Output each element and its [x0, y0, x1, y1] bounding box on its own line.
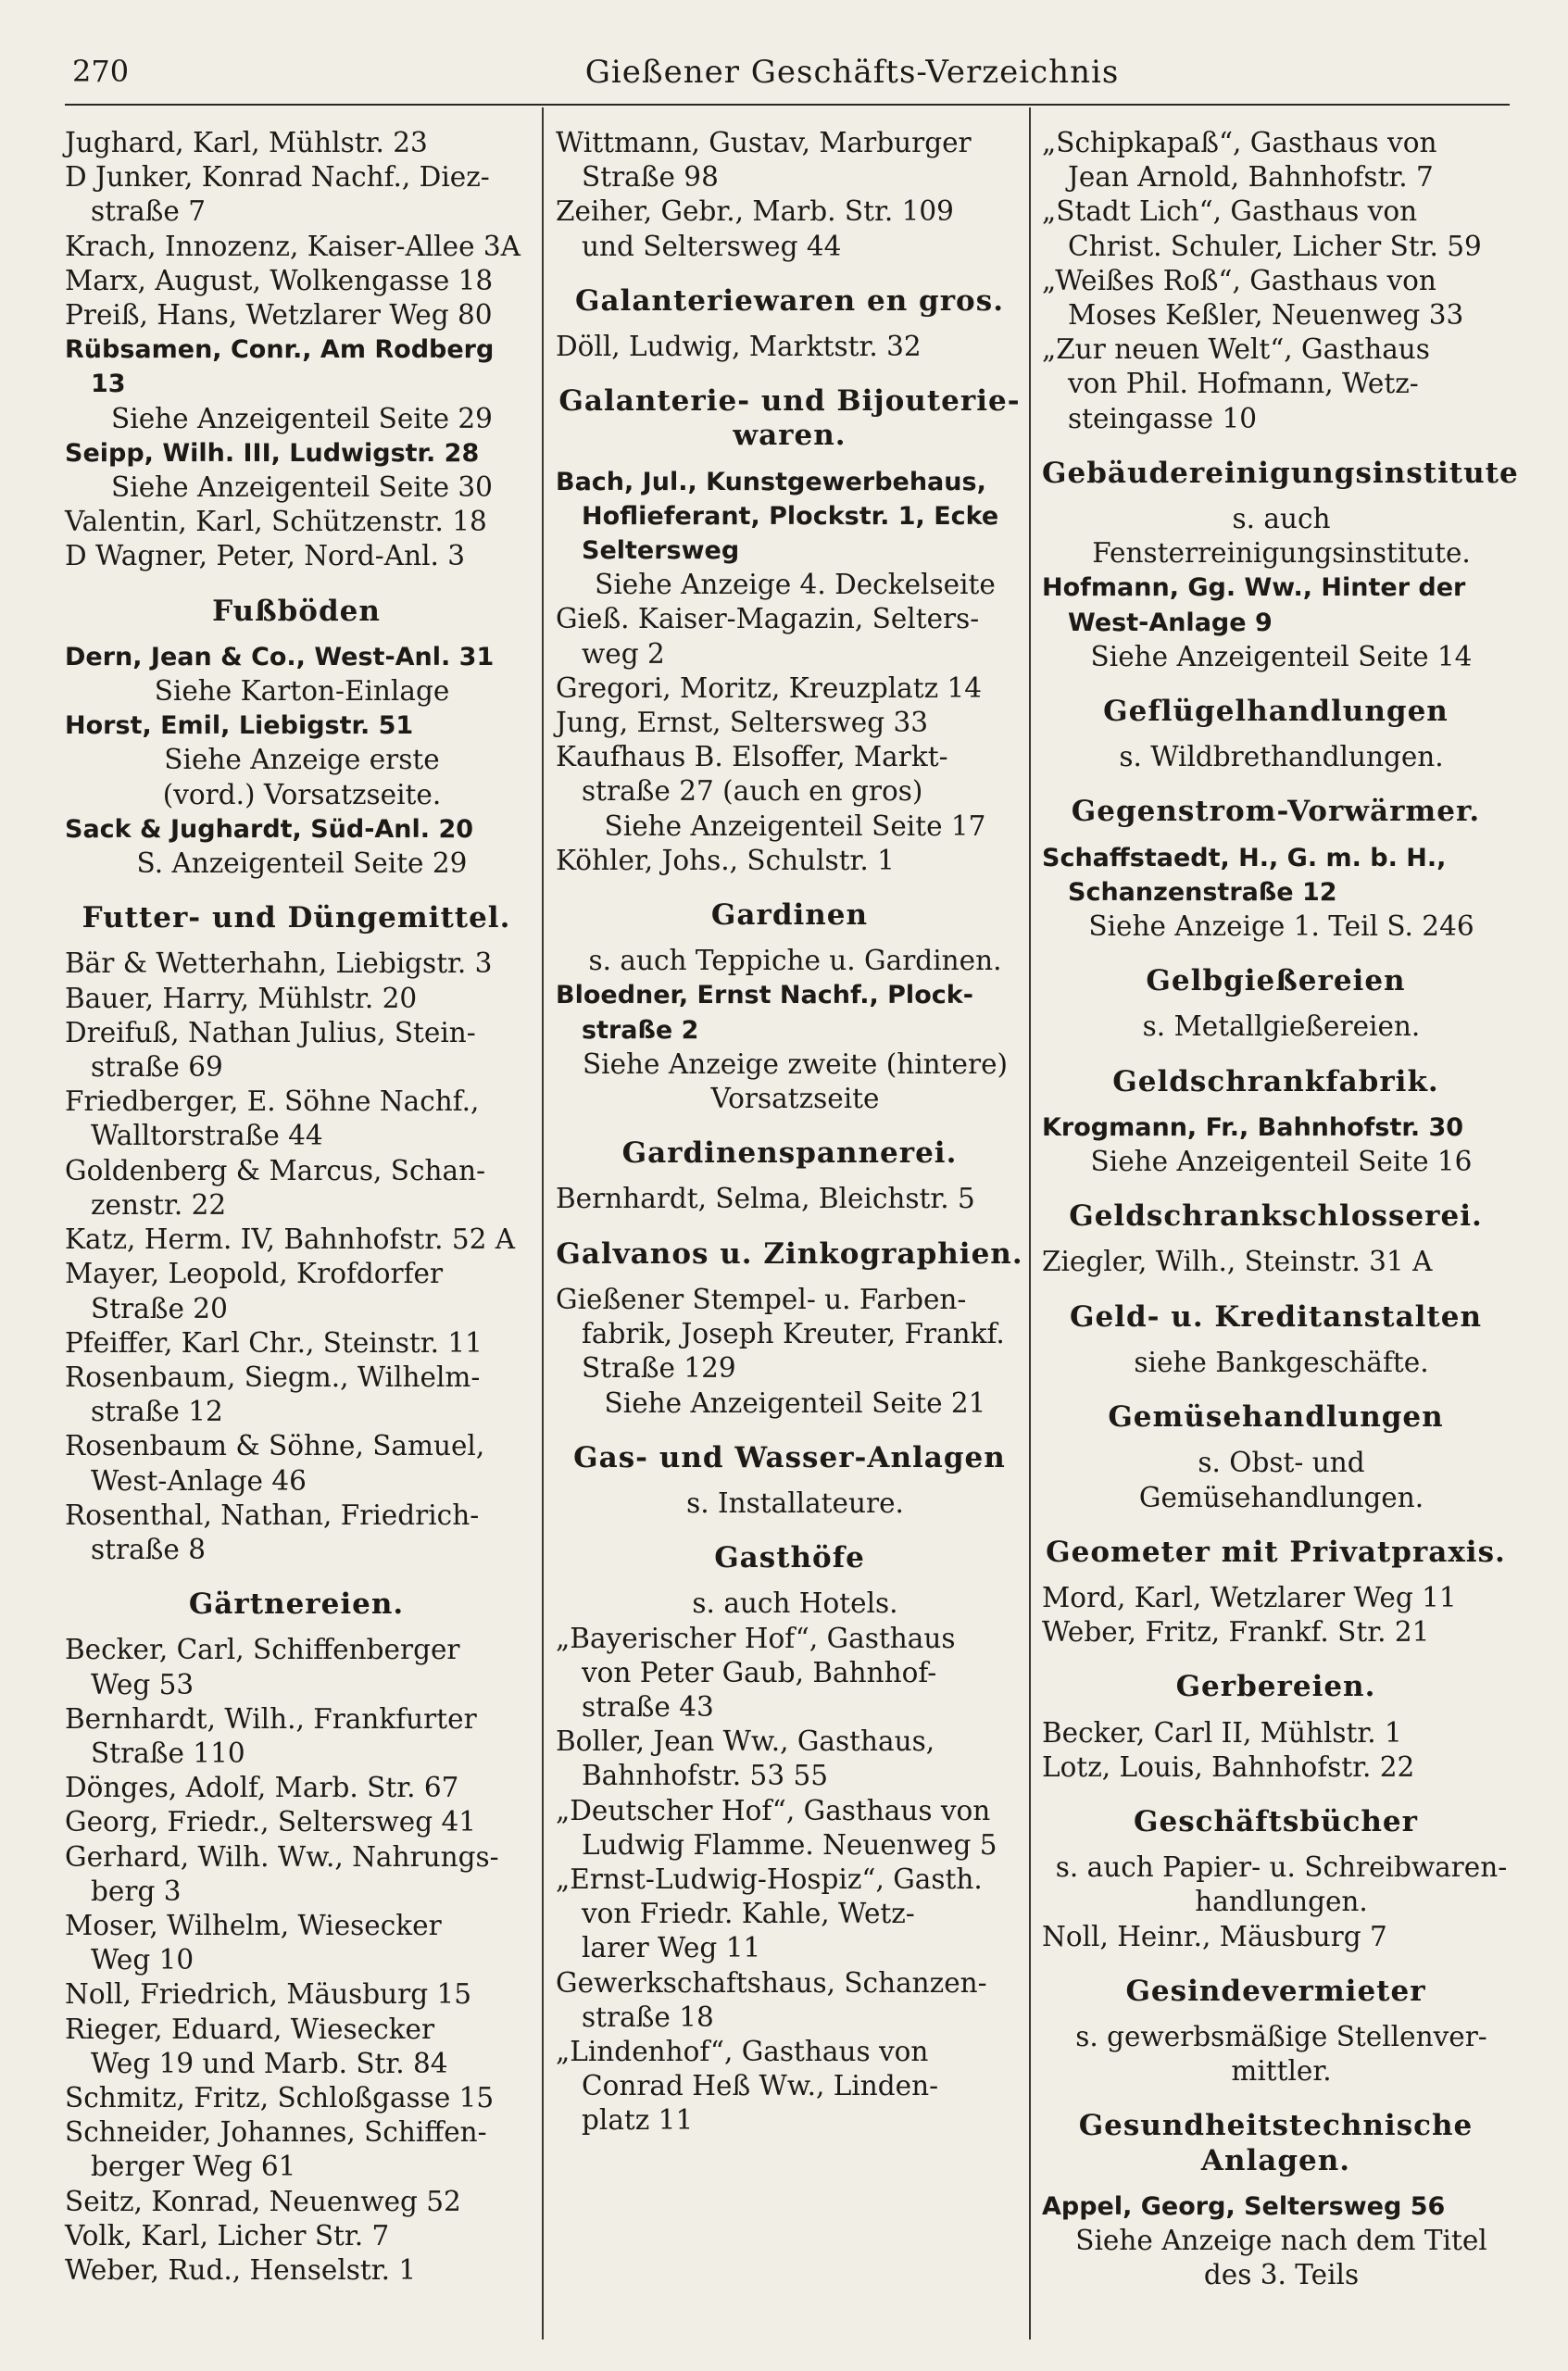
- listing-entry-bold: Bach, Jul., Kunstgewerbehaus, Hoflieferant, Plockstr. 1, Ecke Seltersweg: [556, 467, 999, 566]
- section-heading: Geometer mit Privatpraxis.: [1046, 1535, 1506, 1569]
- listing-entry: Valentin, Karl, Schützenstr. 18: [65, 506, 487, 538]
- listing-entry: Georg, Friedr., Seltersweg 41: [65, 1806, 477, 1838]
- listing-note: Siehe Anzeige zweite (hintere) Vorsatzseite: [582, 1048, 1009, 1115]
- listing-entry: Pfeiffer, Karl Chr., Steinstr. 11: [65, 1326, 483, 1359]
- listing-entry-bold: Rübsamen, Conr., Am Rodberg 13: [65, 335, 495, 399]
- listing-note: s. Obst- und Gemüsehandlungen.: [1138, 1447, 1424, 1513]
- listing-entry: Döll, Ludwig, Marktstr. 32: [556, 331, 922, 363]
- section-heading: Geldschrankschlosserei.: [1069, 1199, 1483, 1234]
- section-heading: Gesundheitstechnische Anlagen.: [1078, 2109, 1474, 2177]
- listing-entry: Katz, Herm. IV, Bahnhofstr. 52 A: [65, 1223, 516, 1256]
- section-heading: Geschäftsbücher: [1134, 1804, 1418, 1838]
- listing-entry: Wittmann, Gustav, Marburger Straße 98: [556, 127, 972, 194]
- listing-note: Siehe Anzeigenteil Seite 14: [1090, 640, 1473, 672]
- listing-entry: Rosenbaum & Söhne, Samuel, West-Anlage 46: [65, 1430, 485, 1497]
- section-heading: Gegenstrom-Vorwärmer.: [1071, 795, 1481, 829]
- listing-entry: Goldenberg & Marcus, Schan- zenstr. 22: [65, 1154, 486, 1221]
- listing-entry: D Junker, Konrad Nachf., Diez- straße 7: [65, 161, 490, 228]
- listing-note: siehe Bankgeschäfte.: [1134, 1346, 1429, 1378]
- listing-note: S. Anzeigenteil Seite 29: [136, 847, 468, 880]
- listing-entry: Krach, Innozenz, Kaiser-Allee 3A: [65, 230, 521, 262]
- listing-entry: „Lindenhof“, Gasthaus von Conrad Heß Ww., Linden- platz 11: [556, 2035, 939, 2137]
- section-heading: Fußböden: [212, 594, 381, 628]
- listing-entry: Gewerkschaftshaus, Schanzen- straße 18: [556, 1966, 987, 2033]
- section-heading: Galanteriewaren en gros.: [575, 283, 1004, 318]
- listing-entry: Jughard, Karl, Mühlstr. 23: [65, 127, 428, 158]
- listing-entry: Noll, Heinr., Mäusburg 7: [1042, 1920, 1387, 1952]
- listing-entry: Schmitz, Fritz, Schloßgasse 15: [65, 2081, 495, 2114]
- listing-note: Siehe Anzeige nach dem Titel des 3. Teils: [1075, 2224, 1487, 2291]
- listing-entry: Rieger, Eduard, Wiesecker Weg 19 und Marb. Str. 84: [65, 2013, 448, 2079]
- listing-entry: „Weißes Roß“, Gasthaus von Moses Keßler, Neuenweg 33: [1042, 264, 1464, 332]
- listing-note: Siehe Anzeigenteil Seite 21: [604, 1386, 986, 1419]
- listing-entry: „Bayerischer Hof“, Gasthaus von Peter Gaub, Bahnhof- straße 43: [556, 1622, 956, 1723]
- listing-entry: Bernhardt, Selma, Bleichstr. 5: [556, 1183, 975, 1215]
- listing-entry: Dönges, Adolf, Marb. Str. 67: [65, 1772, 459, 1804]
- listing-entry: Marx, August, Wolkengasse 18: [65, 264, 494, 296]
- listing-entry: Seitz, Konrad, Neuenweg 52: [65, 2185, 461, 2217]
- listing-note: Siehe Anzeigenteil Seite 17: [604, 809, 986, 842]
- listing-entry: Gießener Stempel- u. Farben- fabrik, Joseph Kreuter, Frankf. Straße 129: [556, 1283, 1005, 1385]
- listing-note: s. Installateure.: [686, 1487, 904, 1519]
- listing-entry-bold: Schaffstaedt, H., G. m. b. H., Schanzenstraße 12: [1042, 843, 1447, 907]
- section-heading: Gesindevermieter: [1125, 1974, 1426, 2008]
- section-heading: Gelbgießereien: [1146, 964, 1406, 998]
- section-heading: Galvanos u. Zinkographien.: [556, 1236, 1023, 1271]
- listing-entry: „Deutscher Hof“, Gasthaus von Ludwig Flamme. Neuenweg 5: [556, 1794, 997, 1861]
- listing-entry: Friedberger, E. Söhne Nachf., Walltorstraße 44: [65, 1085, 480, 1152]
- listing-entry: „Ernst-Ludwig-Hospiz“, Gasth. von Friedr. Kahle, Wetz- larer Weg 11: [556, 1863, 983, 1964]
- listing-entry: Jung, Ernst, Seltersweg 33: [556, 707, 929, 739]
- listing-entry-bold: Hofmann, Gg. Ww., Hinter der West-Anlage 9: [1042, 573, 1466, 637]
- listing-entry: Volk, Karl, Licher Str. 7: [65, 2219, 390, 2252]
- column-right: [1042, 126, 1519, 2292]
- listing-entry: Gregori, Moritz, Kreuzplatz 14: [556, 671, 983, 704]
- listing-entry: „Schipkapaß“, Gasthaus von Jean Arnold, Bahnhofstr. 7: [1042, 127, 1437, 194]
- column-divider: [1029, 107, 1031, 2340]
- listing-entry-bold: Dern, Jean & Co., West-Anl. 31: [65, 642, 495, 671]
- listing-entry-bold: Appel, Georg, Seltersweg 56: [1042, 2191, 1446, 2221]
- listing-entry: Bernhardt, Wilh., Frankfurter Straße 110: [65, 1702, 477, 1769]
- listing-entry: Gerhard, Wilh. Ww., Nahrungs- berg 3: [65, 1840, 499, 1907]
- listing-entry: Lotz, Louis, Bahnhofstr. 22: [1042, 1750, 1415, 1783]
- listing-entry: Bär & Wetterhahn, Liebigstr. 3: [65, 947, 493, 980]
- section-heading: Galanterie- und Bijouterie- waren.: [558, 384, 1021, 453]
- section-heading: Geflügelhandlungen: [1103, 695, 1449, 729]
- column-left: [65, 126, 528, 2288]
- listing-entry: Kaufhaus B. Elsoffer, Markt- straße 27 (auch en gros): [556, 741, 948, 808]
- section-heading: Gerbereien.: [1175, 1670, 1376, 1704]
- listing-entry-bold: Krogmann, Fr., Bahnhofstr. 30: [1042, 1112, 1464, 1142]
- listing-entry: D Wagner, Peter, Nord-Anl. 3: [65, 540, 466, 572]
- section-heading: Futter- und Düngemittel.: [82, 901, 511, 935]
- listing-note: Siehe Anzeigenteil Seite 30: [111, 471, 493, 504]
- listing-note: Siehe Anzeige 4. Deckelseite: [595, 569, 996, 601]
- listing-entry: Rosenbaum, Siegm., Wilhelm- straße 12: [65, 1361, 481, 1428]
- listing-note: s. auch Fensterreinigungsinstitute.: [1092, 503, 1471, 570]
- page-number: 270: [72, 54, 130, 89]
- listing-note: s. auch Papier- u. Schreibwaren- handlungen.: [1055, 1851, 1508, 1918]
- listing-note: s. Wildbrethandlungen.: [1119, 741, 1444, 773]
- listing-entry-bold: Horst, Emil, Liebigstr. 51: [65, 711, 414, 741]
- listing-entry: Weber, Fritz, Frankf. Str. 21: [1042, 1616, 1430, 1649]
- listing-entry: Boller, Jean Ww., Gasthaus, Bahnhofstr. 53 55: [556, 1725, 935, 1792]
- listing-entry: Preiß, Hans, Wetzlarer Weg 80: [65, 299, 493, 332]
- listing-note: s. auch Teppiche u. Gardinen.: [588, 945, 1002, 977]
- listing-entry-bold: Sack & Jughardt, Süd-Anl. 20: [65, 814, 474, 844]
- listing-entry: Moser, Wilhelm, Wiesecker Weg 10: [65, 1909, 442, 1976]
- listing-entry-bold: Bloedner, Ernst Nachf., Plock- straße 2: [556, 981, 973, 1045]
- listing-note: s. auch Hotels.: [692, 1587, 898, 1620]
- column-divider: [542, 107, 544, 2340]
- listing-entry-bold: Seipp, Wilh. III, Ludwigstr. 28: [65, 438, 480, 468]
- listing-entry: Gieß. Kaiser-Magazin, Selters- weg 2: [556, 603, 980, 670]
- listing-entry: Rosenthal, Nathan, Friedrich- straße 8: [65, 1499, 480, 1565]
- listing-note: s. Metallgießereien.: [1142, 1010, 1421, 1043]
- section-heading: Gardinen: [710, 898, 869, 933]
- listing-note: Siehe Anzeige 1. Teil S. 246: [1088, 910, 1474, 943]
- section-heading: Gebäudereinigungsinstitute: [1042, 456, 1519, 490]
- listing-note: Siehe Anzeige erste (vord.) Vorsatzseite.: [162, 744, 442, 810]
- section-heading: Gas- und Wasser-Anlagen: [573, 1440, 1006, 1474]
- listing-entry: Zeiher, Gebr., Marb. Str. 109 und Seltersweg 44: [556, 195, 954, 262]
- listing-entry: Noll, Friedrich, Mäusburg 15: [65, 1978, 472, 2011]
- section-heading: Gemüsehandlungen: [1108, 1400, 1444, 1435]
- listing-entry: Becker, Carl II, Mühlstr. 1: [1042, 1716, 1402, 1749]
- listing-note: Siehe Karton-Einlage: [154, 675, 450, 708]
- running-title: Gießener Geschäfts-Verzeichnis: [584, 54, 1120, 91]
- section-heading: Geldschrankfabrik.: [1112, 1064, 1439, 1098]
- listing-entry: Schneider, Johannes, Schiffen- berger Weg 61: [65, 2116, 487, 2183]
- listing-entry: „Stadt Lich“, Gasthaus von Christ. Schuler, Licher Str. 59: [1042, 195, 1482, 262]
- section-heading: Geld- u. Kreditanstalten: [1069, 1299, 1483, 1334]
- listing-entry: Dreifuß, Nathan Julius, Stein- straße 69: [65, 1016, 476, 1084]
- section-heading: Gardinenspannerei.: [621, 1136, 958, 1171]
- listing-note: Siehe Anzeigenteil Seite 16: [1090, 1146, 1473, 1178]
- column-middle: [556, 126, 1023, 2139]
- listing-entry: Köhler, Johs., Schulstr. 1: [556, 844, 895, 876]
- listing-note: Siehe Anzeigenteil Seite 29: [111, 402, 493, 434]
- listing-entry: Weber, Rud., Henselstr. 1: [65, 2253, 417, 2286]
- listing-entry: Bauer, Harry, Mühlstr. 20: [65, 982, 418, 1014]
- listing-note: s. gewerbsmäßige Stellenver- mittler.: [1075, 2020, 1487, 2088]
- listing-entry: Becker, Carl, Schiffenberger Weg 53: [65, 1634, 460, 1700]
- header-rule: [65, 104, 1510, 106]
- listing-entry: Mayer, Leopold, Krofdorfer Straße 20: [65, 1258, 444, 1324]
- listing-entry: „Zur neuen Welt“, Gasthaus von Phil. Hofmann, Wetz- steingasse 10: [1042, 333, 1430, 434]
- section-heading: Gasthöfe: [714, 1541, 865, 1575]
- section-heading: Gärtnereien.: [188, 1587, 405, 1622]
- listing-entry: Ziegler, Wilh., Steinstr. 31 A: [1042, 1246, 1433, 1278]
- listing-entry: Mord, Karl, Wetzlarer Weg 11: [1042, 1581, 1457, 1613]
- page-header: [65, 54, 1510, 106]
